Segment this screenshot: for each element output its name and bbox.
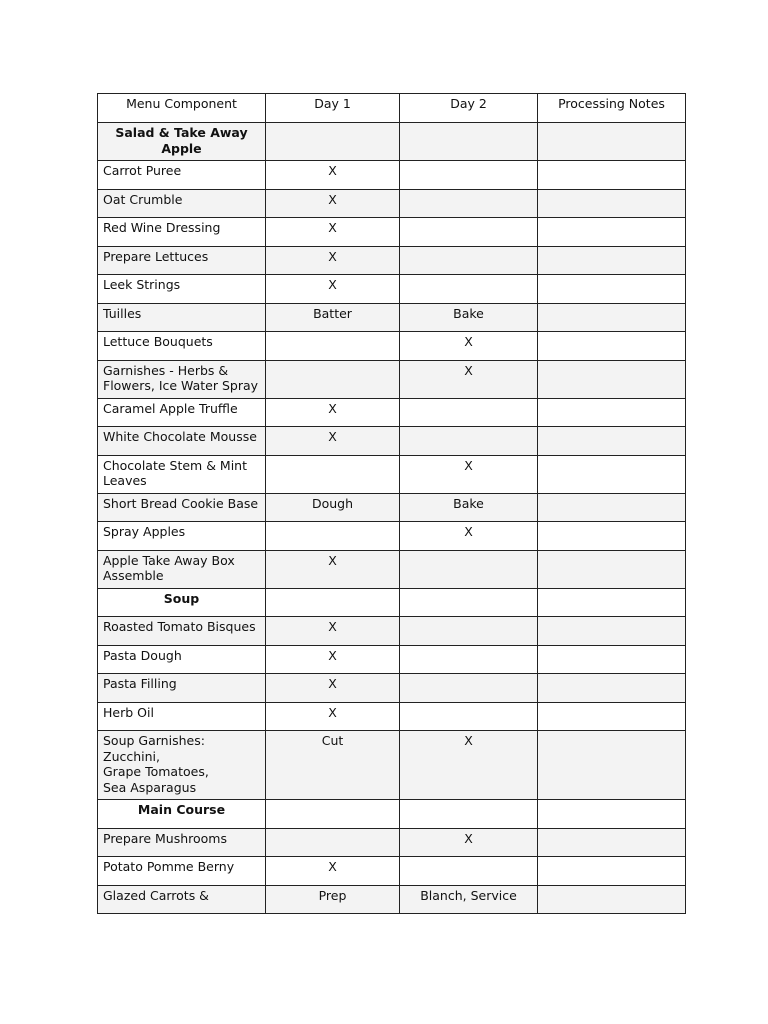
day-1-cell xyxy=(266,332,400,361)
processing-notes-cell xyxy=(538,731,686,800)
menu-component-cell: Prepare Mushrooms xyxy=(98,828,266,857)
processing-notes-cell xyxy=(538,303,686,332)
processing-notes-cell xyxy=(538,885,686,914)
processing-notes-cell xyxy=(538,455,686,493)
table-row xyxy=(98,493,686,522)
menu-component-cell: Tuilles xyxy=(98,303,266,332)
day-1-cell xyxy=(266,522,400,551)
day-1-cell: X xyxy=(266,645,400,674)
table-row xyxy=(98,731,686,800)
day-2-cell: Blanch, Service xyxy=(400,885,538,914)
section-row xyxy=(98,800,686,829)
processing-notes-cell xyxy=(538,588,686,617)
menu-component-cell: Apple Take Away Box Assemble xyxy=(98,550,266,588)
day-2-cell xyxy=(400,123,538,161)
day-2-cell: Bake xyxy=(400,493,538,522)
processing-notes-cell xyxy=(538,218,686,247)
section-row xyxy=(98,588,686,617)
table-row xyxy=(98,161,686,190)
day-1-cell: X xyxy=(266,550,400,588)
table-row xyxy=(98,702,686,731)
table-row xyxy=(98,455,686,493)
menu-component-cell: Pasta Filling xyxy=(98,674,266,703)
table-row xyxy=(98,427,686,456)
table-row xyxy=(98,360,686,398)
table-row xyxy=(98,550,686,588)
menu-component-cell: Pasta Dough xyxy=(98,645,266,674)
day-2-cell xyxy=(400,588,538,617)
day-1-cell xyxy=(266,588,400,617)
day-1-cell: X xyxy=(266,857,400,886)
table-row xyxy=(98,246,686,275)
menu-component-cell: Caramel Apple Truffle xyxy=(98,398,266,427)
header-day-1: Day 1 xyxy=(266,94,400,123)
section-row xyxy=(98,123,686,161)
table-row xyxy=(98,303,686,332)
day-2-cell xyxy=(400,674,538,703)
menu-component-cell: Red Wine Dressing xyxy=(98,218,266,247)
processing-notes-cell xyxy=(538,123,686,161)
day-1-cell: Prep xyxy=(266,885,400,914)
day-1-cell xyxy=(266,123,400,161)
day-1-cell: X xyxy=(266,674,400,703)
day-2-cell: X xyxy=(400,522,538,551)
menu-component-cell: Soup Garnishes: Zucchini, Grape Tomatoes, Sea Asparagus xyxy=(98,731,266,800)
table-row xyxy=(98,857,686,886)
table-row xyxy=(98,674,686,703)
day-1-cell: Batter xyxy=(266,303,400,332)
processing-notes-cell xyxy=(538,275,686,304)
table-row xyxy=(98,189,686,218)
processing-notes-cell xyxy=(538,360,686,398)
day-2-cell: Bake xyxy=(400,303,538,332)
table-row xyxy=(98,645,686,674)
day-2-cell xyxy=(400,645,538,674)
day-1-cell: X xyxy=(266,427,400,456)
day-2-cell xyxy=(400,617,538,646)
table-row xyxy=(98,885,686,914)
processing-notes-cell xyxy=(538,427,686,456)
menu-component-cell: Herb Oil xyxy=(98,702,266,731)
processing-notes-cell xyxy=(538,398,686,427)
processing-notes-cell xyxy=(538,857,686,886)
menu-component-cell: Potato Pomme Berny xyxy=(98,857,266,886)
day-2-cell xyxy=(400,857,538,886)
day-1-cell xyxy=(266,828,400,857)
menu-component-cell: Leek Strings xyxy=(98,275,266,304)
table-row xyxy=(98,275,686,304)
day-2-cell xyxy=(400,161,538,190)
menu-component-cell: Lettuce Bouquets xyxy=(98,332,266,361)
day-2-cell xyxy=(400,427,538,456)
menu-component-cell: Carrot Puree xyxy=(98,161,266,190)
day-1-cell xyxy=(266,360,400,398)
day-2-cell xyxy=(400,246,538,275)
day-1-cell: X xyxy=(266,161,400,190)
section-heading: Soup xyxy=(98,588,266,617)
day-2-cell: X xyxy=(400,731,538,800)
day-2-cell: X xyxy=(400,828,538,857)
table-row xyxy=(98,332,686,361)
day-2-cell xyxy=(400,275,538,304)
processing-notes-cell xyxy=(538,645,686,674)
processing-notes-cell xyxy=(538,800,686,829)
day-2-cell: X xyxy=(400,360,538,398)
day-1-cell: X xyxy=(266,218,400,247)
table-row xyxy=(98,398,686,427)
menu-processing-table xyxy=(97,93,686,914)
menu-component-cell: Spray Apples xyxy=(98,522,266,551)
day-1-cell: Dough xyxy=(266,493,400,522)
processing-notes-cell xyxy=(538,674,686,703)
menu-component-cell: White Chocolate Mousse xyxy=(98,427,266,456)
table-row xyxy=(98,828,686,857)
day-1-cell: Cut xyxy=(266,731,400,800)
table-row xyxy=(98,617,686,646)
day-2-cell xyxy=(400,800,538,829)
menu-component-cell: Chocolate Stem & Mint Leaves xyxy=(98,455,266,493)
day-2-cell: X xyxy=(400,455,538,493)
day-2-cell xyxy=(400,218,538,247)
header-day-2: Day 2 xyxy=(400,94,538,123)
table-body xyxy=(98,123,686,914)
processing-notes-cell xyxy=(538,246,686,275)
table-row xyxy=(98,522,686,551)
processing-notes-cell xyxy=(538,493,686,522)
section-heading: Salad & Take Away Apple xyxy=(98,123,266,161)
header-menu-component: Menu Component xyxy=(98,94,266,123)
day-2-cell xyxy=(400,550,538,588)
day-1-cell: X xyxy=(266,275,400,304)
header-row xyxy=(98,94,686,123)
menu-component-cell: Prepare Lettuces xyxy=(98,246,266,275)
menu-component-cell: Glazed Carrots & xyxy=(98,885,266,914)
menu-component-cell: Short Bread Cookie Base xyxy=(98,493,266,522)
day-1-cell: X xyxy=(266,617,400,646)
processing-notes-cell xyxy=(538,332,686,361)
day-1-cell: X xyxy=(266,702,400,731)
day-2-cell xyxy=(400,702,538,731)
processing-notes-cell xyxy=(538,702,686,731)
day-1-cell: X xyxy=(266,398,400,427)
menu-component-cell: Roasted Tomato Bisques xyxy=(98,617,266,646)
header-processing-notes: Processing Notes xyxy=(538,94,686,123)
day-2-cell: X xyxy=(400,332,538,361)
processing-notes-cell xyxy=(538,189,686,218)
processing-notes-cell xyxy=(538,161,686,190)
day-1-cell xyxy=(266,800,400,829)
processing-notes-cell xyxy=(538,550,686,588)
day-2-cell xyxy=(400,189,538,218)
day-1-cell: X xyxy=(266,246,400,275)
processing-notes-cell xyxy=(538,617,686,646)
section-heading: Main Course xyxy=(98,800,266,829)
day-2-cell xyxy=(400,398,538,427)
menu-component-cell: Garnishes - Herbs & Flowers, Ice Water Spray xyxy=(98,360,266,398)
processing-notes-cell xyxy=(538,522,686,551)
processing-notes-cell xyxy=(538,828,686,857)
day-1-cell: X xyxy=(266,189,400,218)
day-1-cell xyxy=(266,455,400,493)
menu-component-cell: Oat Crumble xyxy=(98,189,266,218)
table-row xyxy=(98,218,686,247)
